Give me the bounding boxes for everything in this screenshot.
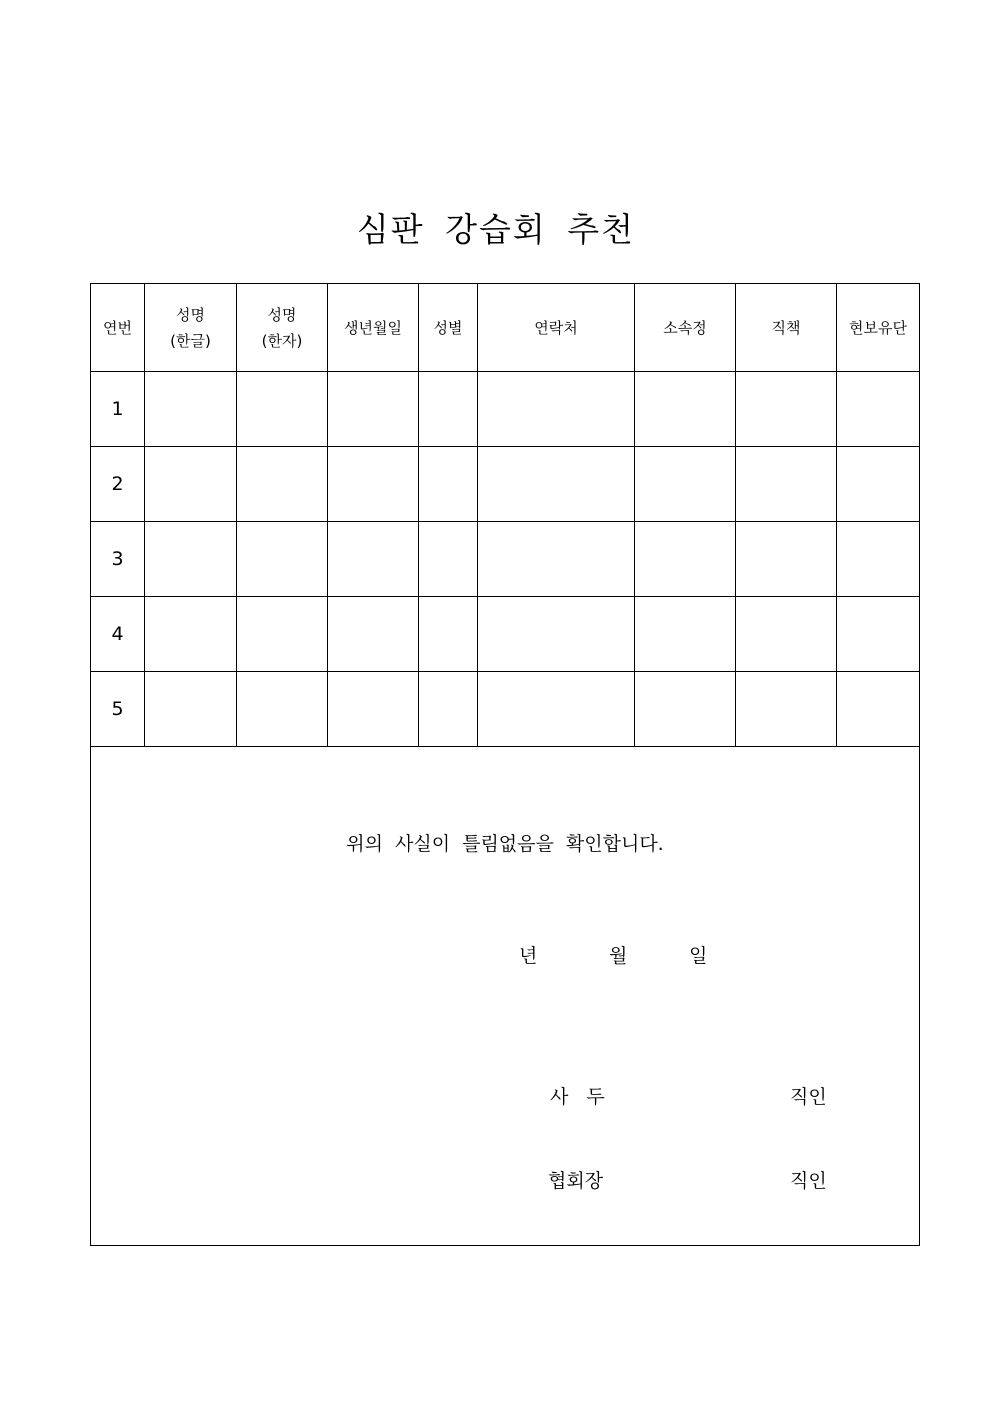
header-label: 소속정	[663, 318, 707, 337]
recommendation-table	[90, 283, 920, 1246]
affiliation-field[interactable]	[635, 447, 736, 522]
birthdate-field[interactable]	[328, 672, 419, 747]
confirmation-statement: 위의 사실이 틀림없음을 확인합니다.	[346, 833, 664, 855]
header-current-dan	[837, 284, 920, 372]
confirmation-section	[91, 747, 920, 1246]
position-field[interactable]	[736, 372, 837, 447]
row-number: 4	[91, 597, 145, 672]
gender-field[interactable]	[419, 447, 478, 522]
name-korean-field[interactable]	[145, 522, 237, 597]
signer-title-1: 사 두	[550, 1086, 605, 1108]
affiliation-field[interactable]	[635, 597, 736, 672]
birthdate-field[interactable]	[328, 372, 419, 447]
header-label: 직책	[771, 318, 801, 337]
affiliation-field[interactable]	[635, 672, 736, 747]
document-title: 심판 강습회 추천	[356, 210, 636, 249]
contact-field[interactable]	[478, 372, 635, 447]
header-contact	[478, 284, 635, 372]
signer-title-2: 협회장	[548, 1170, 604, 1192]
contact-field[interactable]	[478, 522, 635, 597]
row-number: 1	[91, 372, 145, 447]
name-korean-field[interactable]	[145, 372, 237, 447]
gender-field[interactable]	[419, 522, 478, 597]
header-gender	[419, 284, 478, 372]
header-label: 생년월일	[344, 318, 402, 337]
header-label: 현보유단	[849, 318, 907, 337]
header-row	[91, 284, 920, 372]
header-name-korean	[145, 284, 237, 372]
current-dan-field[interactable]	[837, 372, 920, 447]
date-year-label: 년	[519, 945, 538, 967]
position-field[interactable]	[736, 447, 837, 522]
row-number: 3	[91, 522, 145, 597]
table-row	[91, 372, 920, 447]
current-dan-field[interactable]	[837, 447, 920, 522]
contact-field[interactable]	[478, 597, 635, 672]
header-label: 성별	[433, 318, 463, 337]
header-position	[736, 284, 837, 372]
position-field[interactable]	[736, 522, 837, 597]
gender-field[interactable]	[419, 372, 478, 447]
affiliation-field[interactable]	[635, 522, 736, 597]
table-row	[91, 597, 920, 672]
header-name-hanja	[237, 284, 328, 372]
row-number: 5	[91, 672, 145, 747]
contact-field[interactable]	[478, 672, 635, 747]
birthdate-field[interactable]	[328, 522, 419, 597]
date-month-label: 월	[609, 945, 628, 967]
date-day-label: 일	[689, 945, 708, 967]
name-hanja-field[interactable]	[237, 372, 328, 447]
birthdate-field[interactable]	[328, 597, 419, 672]
position-field[interactable]	[736, 672, 837, 747]
gender-field[interactable]	[419, 597, 478, 672]
birthdate-field[interactable]	[328, 447, 419, 522]
current-dan-field[interactable]	[837, 672, 920, 747]
confirmation-row	[91, 747, 920, 1246]
name-hanja-field[interactable]	[237, 672, 328, 747]
position-field[interactable]	[736, 597, 837, 672]
gender-field[interactable]	[419, 672, 478, 747]
header-label: 연락처	[534, 318, 578, 337]
header-label: 성명	[176, 305, 205, 324]
header-sublabel: (한글)	[170, 331, 211, 350]
name-hanja-field[interactable]	[237, 447, 328, 522]
name-hanja-field[interactable]	[237, 597, 328, 672]
table-row	[91, 672, 920, 747]
header-birthdate	[328, 284, 419, 372]
header-label: 성명	[267, 305, 297, 324]
header-sublabel: (한자)	[261, 331, 303, 350]
name-korean-field[interactable]	[145, 597, 237, 672]
table-row	[91, 447, 920, 522]
affiliation-field[interactable]	[635, 372, 736, 447]
table-row	[91, 522, 920, 597]
official-seal-label-1: 직인	[790, 1086, 827, 1108]
header-label: 연번	[103, 318, 132, 337]
official-seal-label-2: 직인	[790, 1170, 827, 1192]
name-korean-field[interactable]	[145, 447, 237, 522]
name-korean-field[interactable]	[145, 672, 237, 747]
header-affiliation	[635, 284, 736, 372]
contact-field[interactable]	[478, 447, 635, 522]
header-serial-number	[91, 284, 145, 372]
current-dan-field[interactable]	[837, 522, 920, 597]
name-hanja-field[interactable]	[237, 522, 328, 597]
row-number: 2	[91, 447, 145, 522]
current-dan-field[interactable]	[837, 597, 920, 672]
